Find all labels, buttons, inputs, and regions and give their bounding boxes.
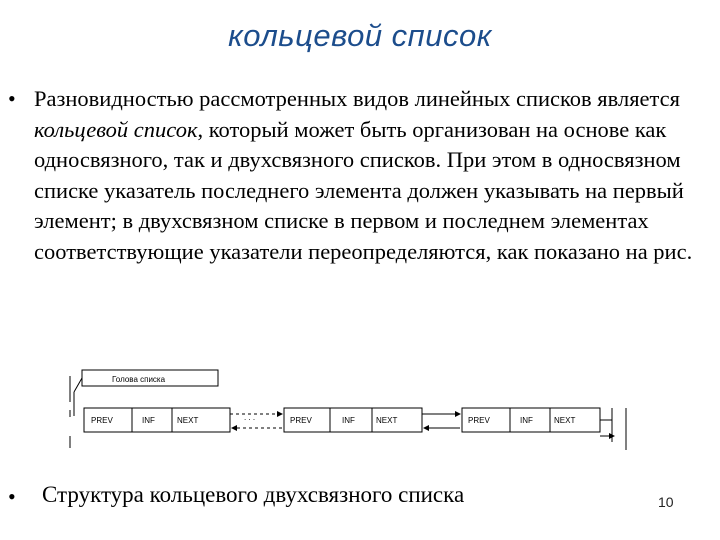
bullet-marker-1: • xyxy=(8,86,16,111)
node-2-next: NEXT xyxy=(376,416,398,425)
node-2-inf: INF xyxy=(342,416,355,425)
list-node-1 xyxy=(84,408,230,432)
list-node-3 xyxy=(462,408,600,432)
figure-caption: Структура кольцевого двухсвязного списка xyxy=(42,482,465,507)
page-number: 10 xyxy=(658,494,674,510)
node-1-prev: PREV xyxy=(91,416,113,425)
paragraph-text-start: Разновидностью рассмотренных видов линейных списков является xyxy=(34,86,680,111)
node-3-prev: PREV xyxy=(468,416,490,425)
list-head-label: Голова списка xyxy=(112,375,166,384)
slide-title: кольцевой список xyxy=(228,18,492,53)
paragraph-emphasis: кольцевой список xyxy=(34,116,198,142)
list-node-2 xyxy=(284,408,422,432)
node-3-inf: INF xyxy=(520,416,533,425)
body-paragraph xyxy=(34,84,696,267)
node-1-next: NEXT xyxy=(177,416,199,425)
node-3-next: NEXT xyxy=(554,416,576,425)
paragraph-text-end: , который может быть организован на основе как односвязного, так и двухсвязного списков. При этом в односвязном списке указатель последнего элемента должен указывать на первый элемент; в двухсвязном списке в первом и последнем элементах соответствующие указатели переопределяются, как показано на рис. xyxy=(34,116,693,264)
circular-list-diagram xyxy=(60,362,640,457)
node-2-prev: PREV xyxy=(290,416,312,425)
diagram-ellipsis: . . . xyxy=(244,413,256,422)
node-1-inf: INF xyxy=(142,416,155,425)
bullet-marker-2: • xyxy=(8,484,16,509)
